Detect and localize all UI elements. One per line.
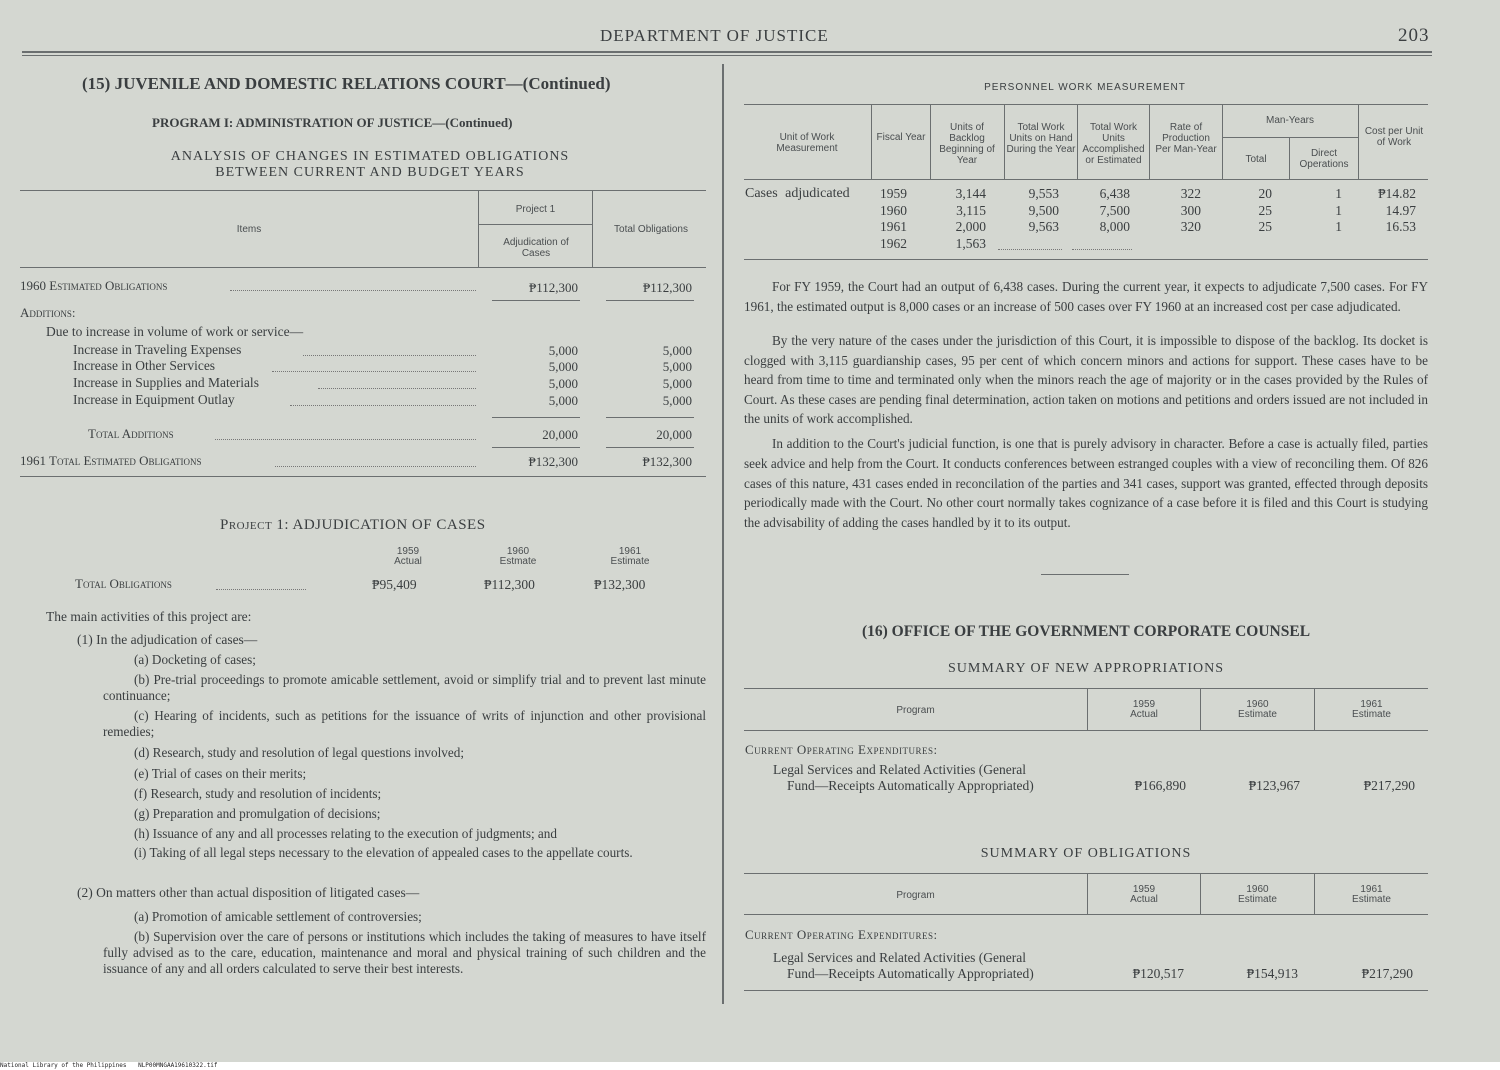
appropriations-title: SUMMARY OF NEW APPROPRIATIONS — [947, 661, 1224, 676]
row-1960-label: 1960 Estimated Obligations — [20, 278, 168, 293]
pwm-unit-label: Cases adjudicated — [745, 186, 850, 201]
obl-value-1961: ₱217,290 — [1361, 966, 1413, 981]
pwm-row-year: 1962 — [880, 236, 907, 251]
project-sub-rule — [479, 224, 592, 225]
pwm-row-direct: 1 — [1335, 186, 1342, 201]
table-header-rule — [20, 267, 706, 268]
leader-dots — [303, 355, 476, 356]
sum-rule — [606, 300, 694, 301]
appr-col-year: 1960 — [1246, 699, 1269, 710]
pwm-col-rule — [871, 105, 872, 179]
addition-row-total: 5,000 — [662, 393, 692, 408]
pwm-col-rule — [1358, 105, 1359, 179]
total-additions-total: 20,000 — [656, 427, 692, 442]
project-col-kind: Actual — [394, 556, 422, 567]
activity-2-item: (a) Promotion of amicable settlement of controversies; — [134, 909, 422, 924]
obl-value-1960: ₱154,913 — [1246, 966, 1298, 981]
total-obligations-1961: ₱132,300 — [594, 577, 646, 592]
pwm-col-rule — [1289, 138, 1290, 179]
pwm-header-direct: Direct Operations — [1299, 148, 1349, 170]
narrative-paragraph — [744, 434, 1428, 533]
appr-col-year: 1961 — [1360, 699, 1383, 710]
pwm-header-rule — [744, 179, 1428, 180]
row-1961-total: ₱132,300 — [642, 454, 692, 469]
pwm-row-cost: 14.97 — [1385, 203, 1416, 218]
sum-rule — [492, 300, 580, 301]
analysis-title-line1: ANALYSIS OF CHANGES IN ESTIMATED OBLIGATIONS — [170, 149, 570, 164]
obligations-title: SUMMARY OF OBLIGATIONS — [980, 846, 1192, 861]
addition-row-project: 5,000 — [548, 376, 578, 391]
pwm-subheader-rule — [1223, 137, 1358, 138]
pwm-row-cost: 16.53 — [1385, 219, 1416, 234]
pwm-row-total: 25 — [1258, 203, 1272, 218]
obl-header-rule — [744, 914, 1428, 915]
col-header-project: Project 1 — [515, 204, 556, 215]
program-title: PROGRAM I: ADMINISTRATION OF JUSTICE—(Continued) — [152, 115, 513, 130]
activity-1-item: (g) Preparation and promulgation of decisions; — [134, 806, 381, 821]
addition-row-total: 5,000 — [662, 343, 692, 358]
pwm-row-rate: 300 — [1180, 203, 1201, 218]
col-header-adjudication: Adjudication of Cases — [503, 237, 569, 259]
appr-line1: Legal Services and Related Activities (General — [773, 762, 1027, 777]
pwm-row-on-hand: 9,500 — [1028, 203, 1059, 218]
project-col-year: 1959 — [396, 546, 420, 557]
pwm-header-total: Total — [1245, 154, 1267, 165]
narrative-paragraph — [744, 277, 1428, 316]
pwm-row-backlog: 3,115 — [956, 203, 986, 218]
pwm-row-year: 1959 — [880, 186, 907, 201]
page-number: 203 — [1398, 25, 1430, 46]
pwm-header-accomplished: Total Work Units Accomplished or Estimated — [1082, 122, 1145, 166]
additions-label: Additions: — [20, 305, 76, 320]
pwm-col-rule — [930, 105, 931, 179]
pwm-row-direct: 1 — [1335, 219, 1342, 234]
appr-col-kind: Estimate — [1352, 709, 1391, 720]
appr-header-rule — [744, 730, 1428, 731]
obl-value-1959: ₱120,517 — [1132, 966, 1184, 981]
pwm-row-direct: 1 — [1335, 203, 1342, 218]
pwm-col-rule — [1149, 105, 1150, 179]
addition-row-project: 5,000 — [548, 393, 578, 408]
leader-dots — [230, 290, 476, 291]
pwm-row-backlog: 3,144 — [955, 186, 986, 201]
addition-row-label: Increase in Traveling Expenses — [73, 342, 242, 357]
activity-1-item: (a) Docketing of cases; — [134, 652, 256, 667]
scan-footer — [0, 1062, 1500, 1070]
obl-section: Current Operating Expenditures: — [745, 927, 938, 942]
leader-dots — [290, 405, 476, 406]
activity-1-item: (d) Research, study and resolution of legal questions involved; — [134, 745, 464, 760]
pwm-col-rule — [1077, 105, 1078, 179]
pwm-row-backlog: 1,563 — [955, 236, 986, 251]
obl-line2: Fund—Receipts Automatically Appropriated) — [787, 966, 1034, 981]
pwm-bottom-rule — [744, 259, 1428, 260]
addition-row-total: 5,000 — [662, 376, 692, 391]
pwm-title: PERSONNEL WORK MEASUREMENT — [984, 82, 1186, 93]
analysis-title-line2: BETWEEN CURRENT AND BUDGET YEARS — [215, 165, 525, 180]
header-rule-thin — [22, 55, 1432, 56]
activities-intro: The main activities of this project are: — [46, 609, 252, 624]
pwm-top-rule — [744, 104, 1428, 105]
obl-top-rule — [744, 873, 1428, 874]
paragraph-3: In addition to the Court's judicial function, is one that is purely advisory in character. Before a case is actually filed, parties seek advice and help from the Court. It conducts conferences between estranged couples with a view of reconciling them. Of 826 cases of this nature, 431 cases ended in reconcilation of the parties and 341 cases, support was granted, effected through deposits periodically made with the Court. No other court normally takes cognizance of a case before it is filed and this Court is studying the advisability of adding the cases handled by it to its output. — [744, 436, 1428, 531]
obl-col-kind: Estimate — [1352, 894, 1391, 905]
leader-dots — [318, 388, 476, 389]
pwm-row-backlog: 2,000 — [955, 219, 986, 234]
appr-col-kind: Estimate — [1238, 709, 1277, 720]
total-obligations-1959: ₱95,409 — [372, 577, 417, 592]
due-label: Due to increase in volume of work or service— — [46, 324, 304, 339]
pwm-header-cost: Cost per Unit of Work — [1364, 126, 1424, 148]
table-bottom-rule — [20, 476, 706, 477]
activity-1-item: (b) Pre-trial proceedings to promote amicable settlement, avoid or simplify trial and to prevent last minute continuance; — [103, 672, 706, 703]
total-obligations-label: Total Obligations — [75, 576, 172, 591]
activity-1-item: (h) Issuance of any and all processes relating to the execution of judgments; and — [134, 826, 557, 841]
pwm-row-on-hand: 9,553 — [1028, 186, 1059, 201]
obl-col-kind: Estimate — [1238, 894, 1277, 905]
project-col-year: 1960 — [506, 546, 530, 557]
obl-col-year: 1960 — [1246, 884, 1269, 895]
narrative-paragraph — [744, 331, 1428, 429]
leader-dots — [1072, 249, 1132, 250]
pwm-row-year: 1960 — [880, 203, 907, 218]
footer-file: NLP00MNGAA19610322.tif — [138, 1062, 218, 1069]
row-1961-project: ₱132,300 — [528, 454, 578, 469]
col-header-total: Total Obligations — [614, 224, 688, 235]
appr-top-rule — [744, 688, 1428, 689]
pwm-row-rate: 322 — [1180, 186, 1201, 201]
table-col-rule — [592, 191, 593, 268]
sum-rule — [492, 417, 580, 418]
pwm-header-fiscal: Fiscal Year — [876, 132, 926, 143]
addition-row-project: 5,000 — [548, 359, 578, 374]
obl-col-program: Program — [896, 890, 935, 901]
leader-dots — [998, 249, 1062, 250]
paragraph-1: For FY 1959, the Court had an output of 6,438 cases. During the current year, it expects to adjudicate 7,500 cases. For FY 1961, the estimated output is 8,000 cases or an increase of 500 cases over FY 1960 at an increased cost per case adjudicated. — [744, 279, 1428, 314]
pwm-row-accomplished: 6,438 — [1099, 186, 1130, 201]
paragraph-2: By the very nature of the cases under the jurisdiction of this Court, it is impossible to dispose of the backlog. Its docket is clogged with 3,115 guardianship cases, 95 per cent of which concern minors and actions for support. These cases have to be heard from time to time and terminated only when the minors reach the age of majority or in the cases provided by the Rules of Court. As these cases are pending final determination, action taken on motions and petitions and orders issued are not included in the units of work accomplished. — [744, 333, 1428, 427]
project-col-kind: Estmate — [499, 556, 537, 567]
leader-dots — [215, 439, 476, 440]
addition-row-project: 5,000 — [548, 343, 578, 358]
pwm-row-year: 1961 — [880, 219, 907, 234]
pwm-col-rule — [1222, 105, 1223, 179]
obl-line1: Legal Services and Related Activities (General — [773, 950, 1027, 965]
column-divider — [722, 64, 724, 1004]
addition-row-label: Increase in Equipment Outlay — [73, 392, 235, 407]
appr-section: Current Operating Expenditures: — [745, 742, 938, 757]
pwm-header-on-hand: Total Work Units on Hand During the Year — [1006, 122, 1076, 155]
section-16-title: (16) OFFICE OF THE GOVERNMENT CORPORATE COUNSEL — [861, 623, 1311, 640]
appr-value-1960: ₱123,967 — [1248, 778, 1300, 793]
total-additions-label: Total Additions — [88, 426, 174, 441]
row-1960-total: ₱112,300 — [643, 280, 692, 295]
pwm-row-accomplished: 8,000 — [1099, 219, 1130, 234]
pwm-row-rate: 320 — [1180, 219, 1201, 234]
pwm-header-man-years: Man-Years — [1266, 115, 1314, 126]
pwm-header-unit: Unit of Work Measurement — [776, 132, 838, 154]
appr-col-kind: Actual — [1130, 709, 1158, 720]
pwm-row-total: 20 — [1258, 186, 1272, 201]
leader-dots — [272, 371, 476, 372]
sum-rule — [606, 417, 694, 418]
leader-dots — [275, 466, 476, 467]
activity-1-item: (i) Taking of all legal steps necessary to the elevation of appealed cases to the appellate courts. — [134, 845, 633, 860]
pwm-row-on-hand: 9,563 — [1028, 219, 1059, 234]
pwm-row-accomplished: 7,500 — [1099, 203, 1130, 218]
project-col-kind: Estimate — [610, 556, 650, 567]
section-15-title: (15) JUVENILE AND DOMESTIC RELATIONS COURT—(Continued) — [82, 74, 611, 93]
obl-bottom-rule — [744, 990, 1428, 991]
addition-row-total: 5,000 — [662, 359, 692, 374]
activity-1-item: (c) Hearing of incidents, such as petitions for the issuance of writs of injunction and other provisional remedies; — [103, 708, 706, 739]
activity-1-item: (f) Research, study and resolution of incidents; — [134, 786, 382, 801]
table-col-rule — [478, 191, 479, 268]
table-top-rule — [20, 190, 706, 191]
activity-1: (1) In the adjudication of cases— — [77, 632, 258, 647]
footer-library: National Library of the Philippines — [0, 1062, 127, 1069]
activity-2-item: (b) Supervision over the care of persons or institutions which includes the taking of measures to have itself fully advised as to the care, education, maintenance and moral and physical training of such children and the issuance of any and all orders calculated to serve their best interests. — [103, 929, 706, 976]
running-header: DEPARTMENT OF JUSTICE — [600, 26, 829, 45]
addition-row-label: Increase in Other Services — [73, 358, 216, 373]
activity-2: (2) On matters other than actual disposition of litigated cases— — [77, 885, 420, 900]
pwm-col-rule — [1004, 105, 1005, 179]
row-1961-label: 1961 Total Estimated Obligations — [20, 453, 202, 468]
pwm-row-total: 25 — [1258, 219, 1272, 234]
appr-value-1961: ₱217,290 — [1363, 778, 1415, 793]
pwm-header-backlog: Units of Backlog Beginning of Year — [939, 122, 995, 166]
pwm-row-cost: ₱14.82 — [1378, 186, 1416, 201]
total-additions-project: 20,000 — [542, 427, 578, 442]
obl-col-year: 1961 — [1360, 884, 1383, 895]
sum-rule — [492, 447, 580, 448]
header-rule — [22, 51, 1432, 53]
addition-row-label: Increase in Supplies and Materials — [73, 375, 259, 390]
appr-col-year: 1959 — [1132, 699, 1156, 710]
activity-1-item: (e) Trial of cases on their merits; — [134, 766, 307, 781]
project-col-year: 1961 — [618, 546, 642, 557]
appr-col-program: Program — [896, 705, 935, 716]
col-header-items: Items — [236, 224, 262, 235]
total-obligations-1960: ₱112,300 — [484, 577, 535, 592]
row-1960-project: ₱112,300 — [529, 280, 578, 295]
appr-line2: Fund—Receipts Automatically Appropriated) — [787, 778, 1034, 793]
leader-dots — [216, 589, 306, 590]
obl-col-year: 1959 — [1132, 884, 1156, 895]
project-heading: Project 1: ADJUDICATION OF CASES — [220, 517, 486, 533]
obl-col-kind: Actual — [1130, 894, 1158, 905]
pwm-header-rate: Rate of Production Per Man-Year — [1155, 122, 1217, 155]
sum-rule — [606, 447, 694, 448]
appr-value-1959: ₱166,890 — [1134, 778, 1186, 793]
section-separator — [1041, 574, 1129, 575]
